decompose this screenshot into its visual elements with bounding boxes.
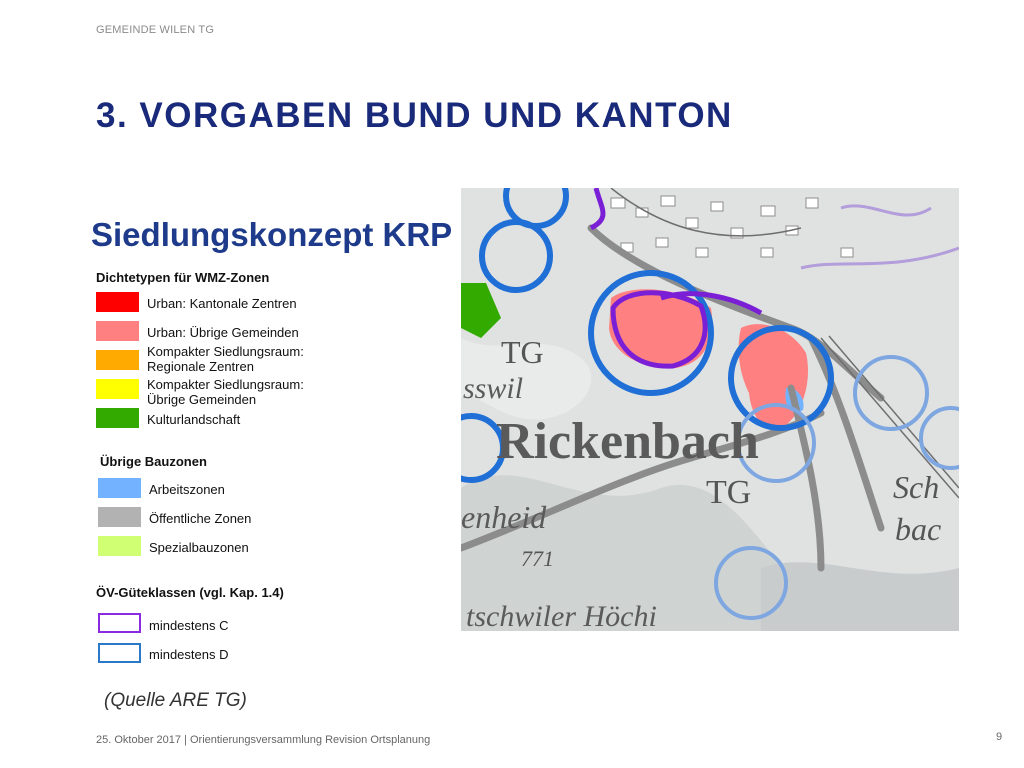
legend-swatch-min-d [98,643,141,663]
legend-swatch-min-c [98,613,141,633]
legend-swatch-special-zones [98,536,141,556]
legend-swatch-urban-other [96,321,139,341]
legend-label-compact-regional: Kompakter Siedlungsraum: [147,344,304,359]
settlement-concept-map [461,188,959,631]
map-label-elevation: 771 [521,546,554,571]
map-label-bac: bac [895,511,942,547]
map-graphic [461,188,959,631]
map-label-tg: TG [706,474,752,511]
legend-label-compact-other: Kompakter Siedlungsraum: [147,377,304,392]
footer-text: 25. Oktober 2017 | Orientierungsversammlung Revision Ortsplanung [96,734,431,746]
legend-label-special-zones: Spezialbauzonen [149,540,249,555]
map-legend [96,268,336,678]
page-number: 9 [996,731,1003,743]
organization-name: GEMEINDE WILEN TG [96,24,215,36]
legend-swatch-urban-cantonal [96,292,139,312]
legend-label-compact-other-2: Übrige Gemeinden [147,392,257,407]
legend-label-min-c: mindestens C [149,618,229,633]
legend-swatch-compact-other [96,379,139,399]
map-label-place: Rickenbach [496,413,759,470]
legend-label-urban-other: Urban: Übrige Gemeinden [147,325,299,340]
map-label-sch: Sch [893,469,940,505]
legend-swatch-public-zones [98,507,141,527]
slide-title: 3. VORGABEN BUND UND KANTON [96,96,733,135]
map-label-tg-2: TG [501,334,544,370]
legend-label-public-zones: Öffentliche Zonen [149,511,252,526]
legend-heading-other-zones: Übrige Bauzonen [100,454,207,469]
legend-heading-density-types: Dichtetypen für WMZ-Zonen [96,270,270,285]
legend-label-cultural-landscape: Kulturlandschaft [147,412,241,427]
legend-label-work-zones: Arbeitszonen [149,482,225,497]
legend-swatch-cultural-landscape [96,408,139,428]
legend-label-min-d: mindestens D [149,647,229,662]
legend-label-compact-regional-2: Regionale Zentren [147,359,254,374]
legend-heading-transport-quality: ÖV-Güteklassen (vgl. Kap. 1.4) [96,585,284,600]
map-label-hill: tschwiler Höchi [466,600,657,631]
source-note: (Quelle ARE TG) [104,690,247,711]
slide-subtitle: Siedlungskonzept KRP [91,216,453,253]
map-label-sswil: sswil [463,372,524,405]
legend-swatch-work-zones [98,478,141,498]
legend-label-urban-cantonal: Urban: Kantonale Zentren [147,296,297,311]
legend-swatch-compact-regional [96,350,139,370]
map-label-enheid: enheid [461,499,547,535]
